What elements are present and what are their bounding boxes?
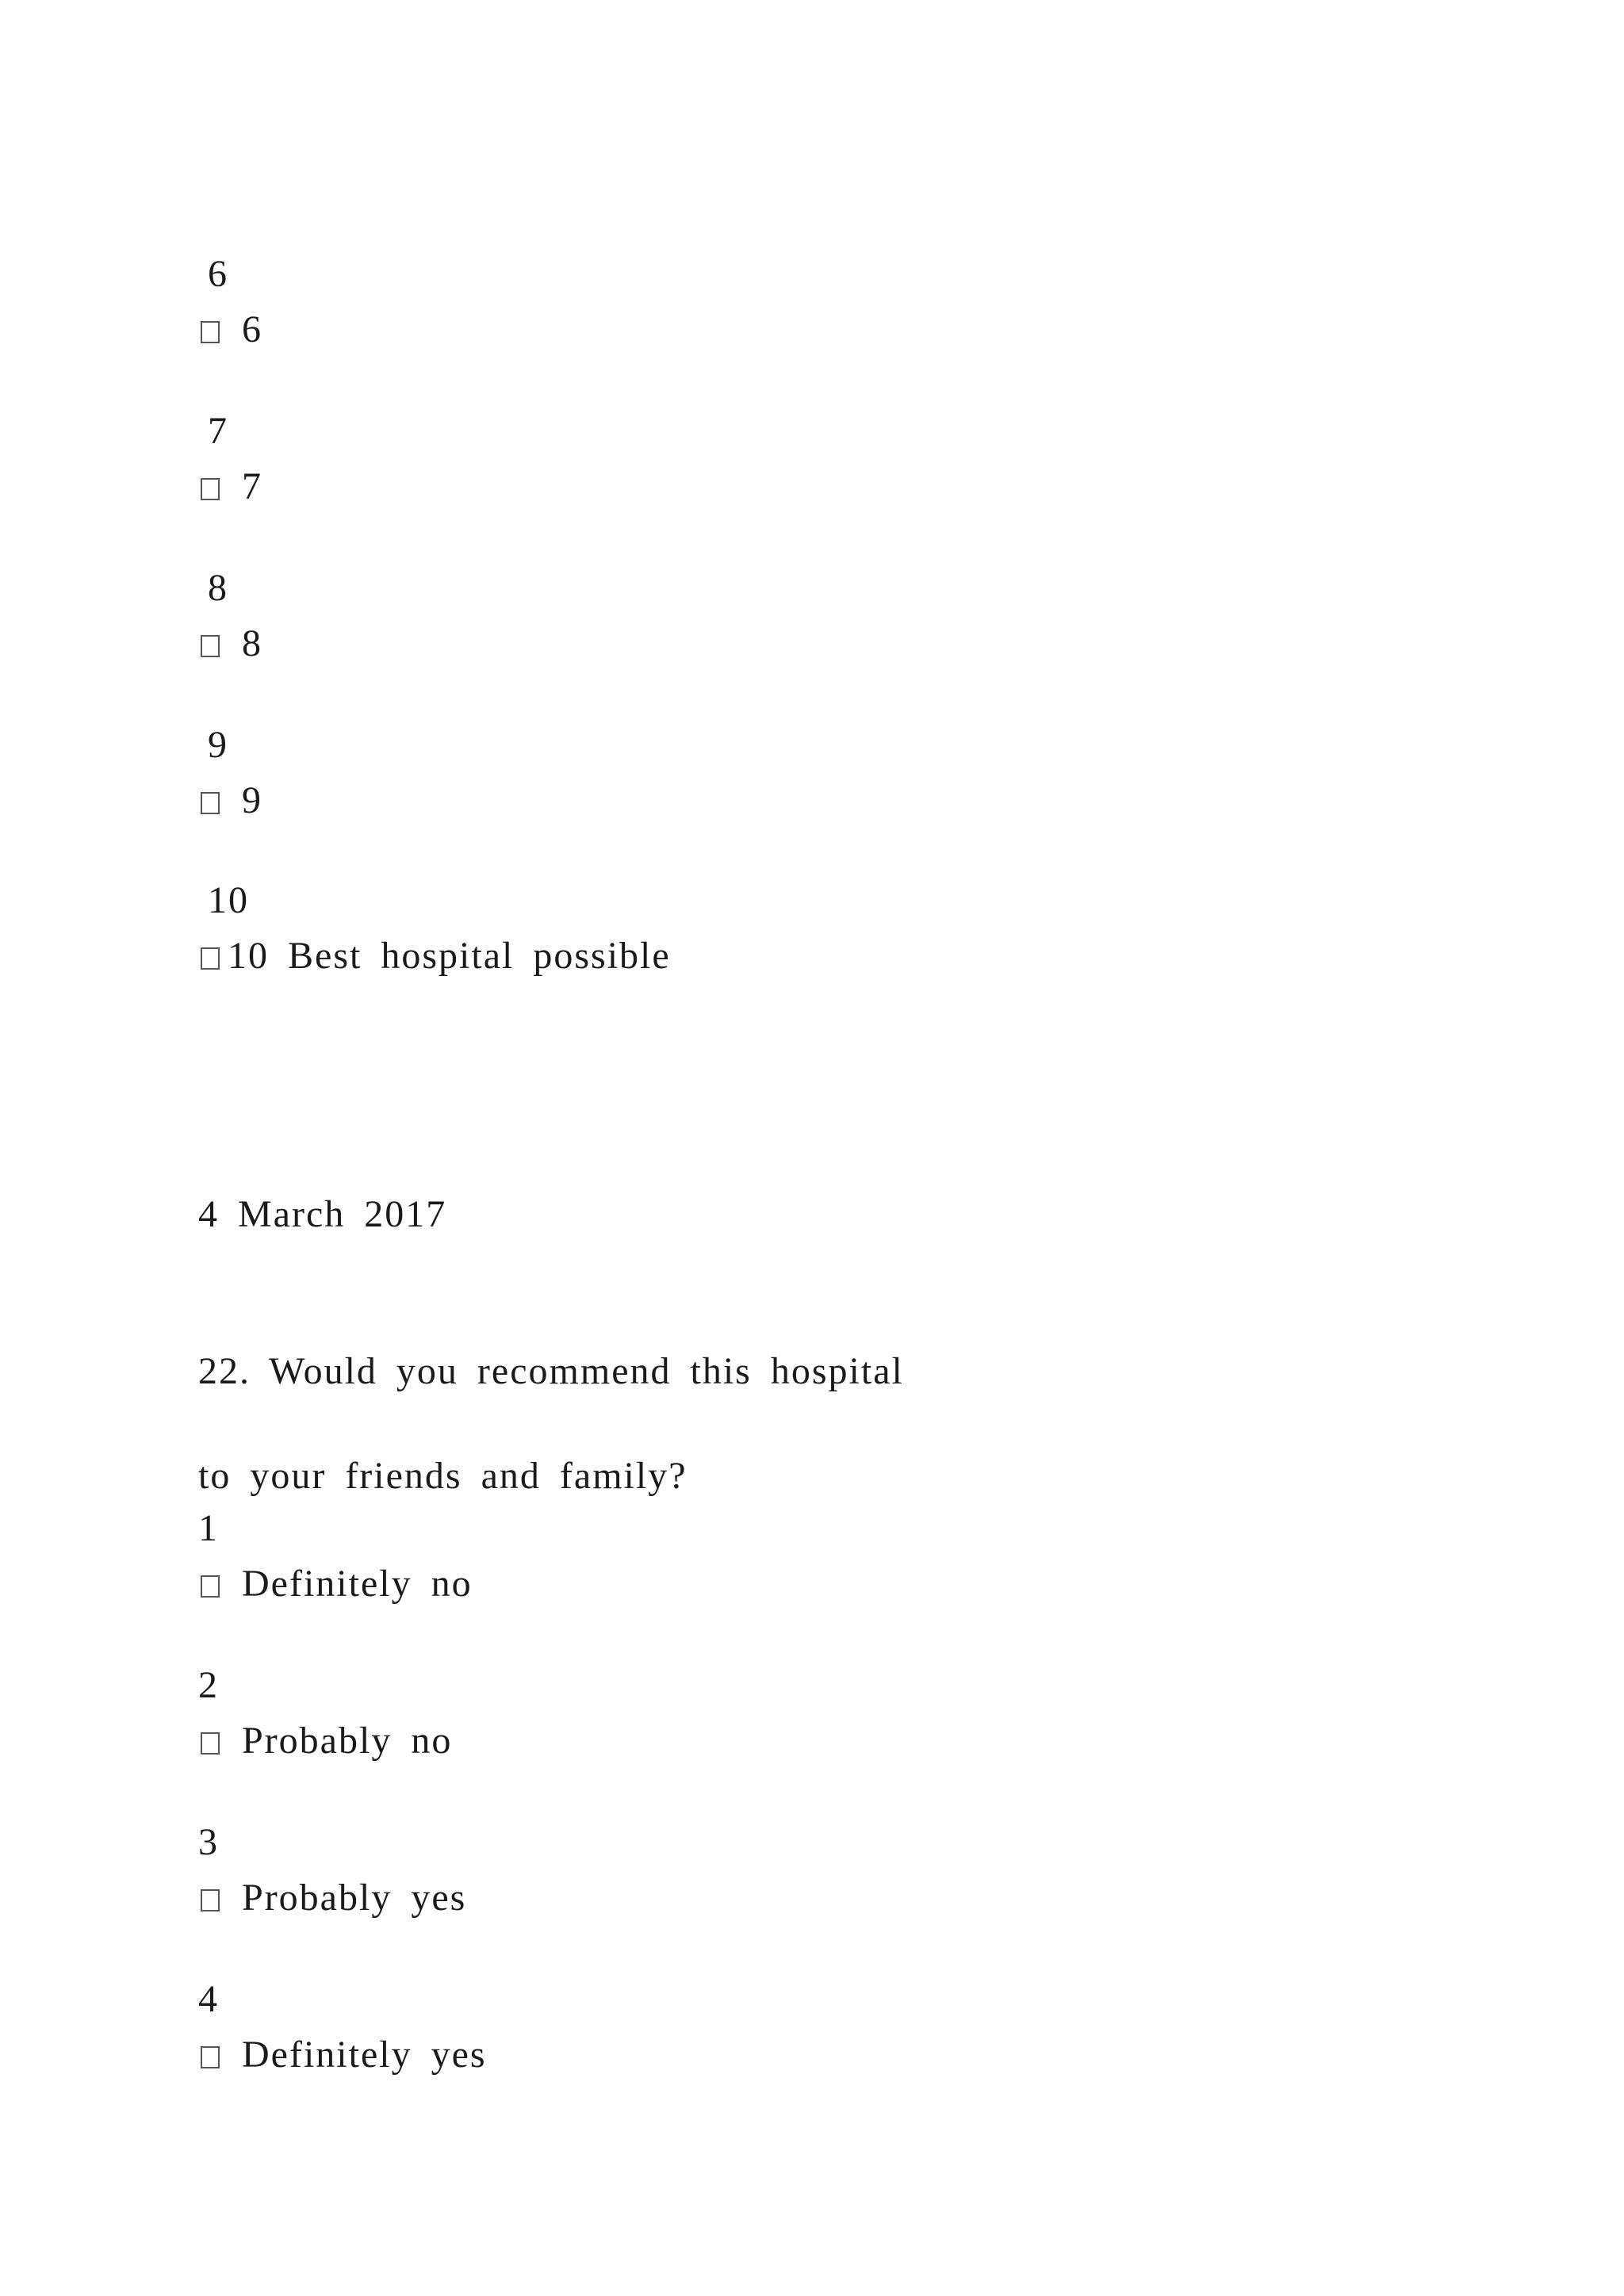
answer-number-2: 2 — [198, 1664, 219, 1706]
footer-date: 4 March 2017 — [198, 1193, 447, 1235]
scale-number-7: 7 — [208, 410, 228, 452]
answer-number-4: 4 — [198, 1978, 219, 2020]
scale-option-7: 7 — [201, 468, 262, 506]
checkbox-icon[interactable] — [201, 321, 220, 343]
scale-number-6: 6 — [208, 253, 228, 295]
scale-option-10: 10 Best hospital possible — [201, 937, 671, 975]
question-22-prompt-line-2: to your friends and family? — [198, 1455, 688, 1497]
scale-number-10: 10 — [208, 879, 249, 921]
answer-number-3: 3 — [198, 1821, 219, 1863]
question-22-prompt-line-1: 22. Would you recommend this hospital — [198, 1350, 904, 1392]
answer-option-definitely-no: Definitely no — [201, 1565, 473, 1603]
checkbox-icon[interactable] — [201, 478, 220, 500]
checkbox-icon[interactable] — [201, 635, 220, 657]
checkbox-icon[interactable] — [201, 947, 220, 970]
answer-number-1: 1 — [198, 1507, 219, 1549]
answer-option-definitely-yes: Definitely yes — [201, 2036, 487, 2074]
answer-option-probably-no: Probably no — [201, 1722, 452, 1760]
scale-option-8: 8 — [201, 625, 262, 663]
scale-number-8: 8 — [208, 567, 228, 609]
scale-number-9: 9 — [208, 724, 228, 766]
scale-option-6: 6 — [201, 311, 262, 349]
checkbox-icon[interactable] — [201, 2046, 220, 2068]
checkbox-icon[interactable] — [201, 1732, 220, 1755]
scale-option-9: 9 — [201, 782, 262, 820]
checkbox-icon[interactable] — [201, 1889, 220, 1911]
answer-option-probably-yes: Probably yes — [201, 1879, 466, 1917]
checkbox-icon[interactable] — [201, 1575, 220, 1598]
checkbox-icon[interactable] — [201, 792, 220, 814]
